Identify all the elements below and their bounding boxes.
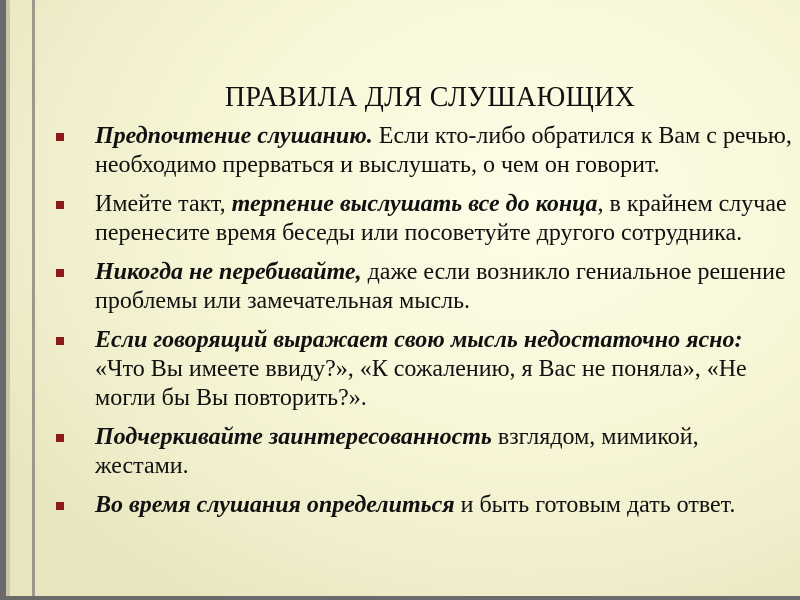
item-text: «Что Вы имеете ввиду?», «К сожалению, я Вас не поняла», «Не могли бы Вы повторить?». [95,356,747,411]
item-text: и быть готовым дать ответ. [454,492,736,518]
item-text: Имейте такт, [95,191,232,217]
item-text: взглядом, мимикой, жестами. [95,424,699,479]
slide-title: ПРАВИЛА ДЛЯ СЛУШАЮЩИХ [224,82,636,113]
rules-list [52,122,792,530]
item-emphasis: Никогда не перебивайте, [95,259,362,285]
item-text: даже если возникло гениальное решение проблемы или замечательная мысль. [95,259,786,314]
item-text: Если кто-либо обратился к Вам с речью, необходимо прерваться и выслушать, о чем он говорит. [95,123,792,178]
item-emphasis: Предпочтение слушанию. [95,123,373,149]
item-emphasis: Во время слушания определиться [95,492,455,518]
list-item [52,258,792,316]
item-emphasis: Подчеркивайте заинтересованность [95,424,492,450]
item-emphasis: терпение выслушать все до конца [231,191,598,217]
square-bullet-icon [56,434,64,442]
square-bullet-icon [56,337,64,345]
item-emphasis: Если говорящий выражает свою мысль недостаточно ясно: [95,327,743,353]
list-item [52,190,792,248]
list-item [52,423,792,481]
list-item [52,122,792,180]
item-text: , в крайнем случае перенесите время беседы или посоветуйте другого сотрудника. [95,191,787,246]
square-bullet-icon [56,133,64,141]
list-item [52,326,792,413]
square-bullet-icon [56,201,64,209]
square-bullet-icon [56,269,64,277]
square-bullet-icon [56,502,64,510]
slide-frame-bottom [0,596,800,600]
list-item [52,491,792,520]
